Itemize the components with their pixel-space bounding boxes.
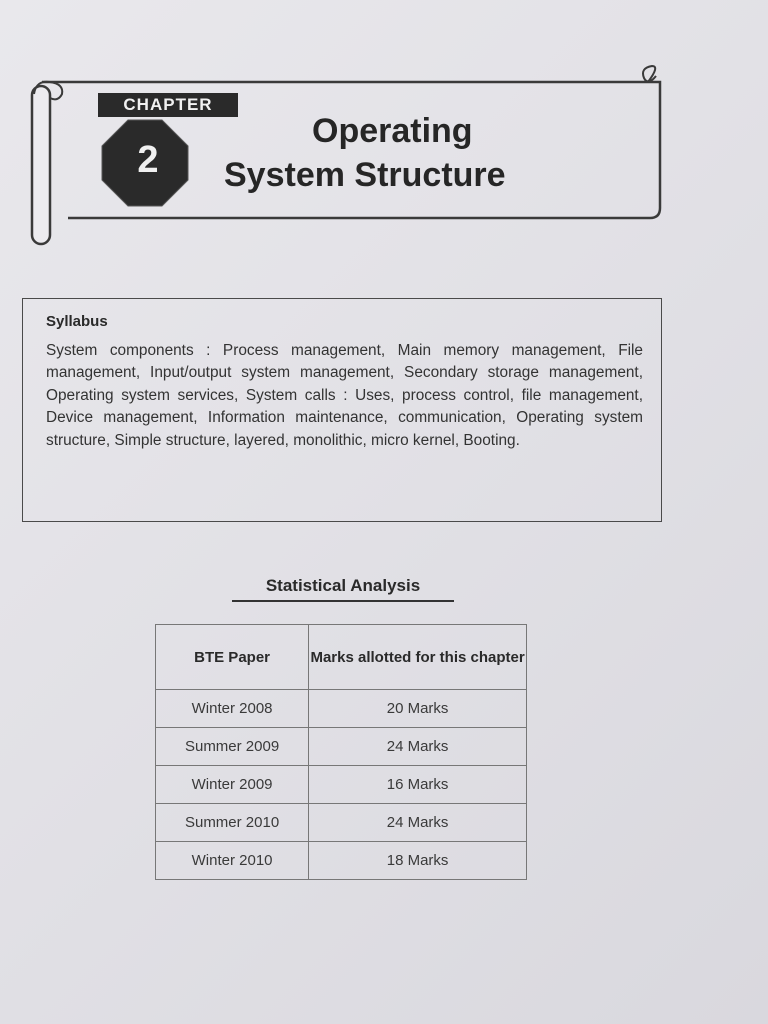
paper-cell: Winter 2009: [156, 766, 309, 804]
paper-cell: Summer 2010: [156, 804, 309, 842]
chapter-title-line-2: System Structure: [224, 156, 506, 194]
syllabus-text: System components : Process management, Main memory management, File management, Input/output system management, Secondary storage management, Operating system services, System calls : Uses, process control, file management, Device management, Information maintenance, communication, Operating system structure, Simple structure, layered, monolithic, micro kernel, Booting.: [46, 342, 643, 449]
table-row: [156, 842, 527, 880]
table-row: [156, 690, 527, 728]
table-row: [156, 804, 527, 842]
chapter-number-badge: [106, 118, 190, 202]
marks-cell: 20 Marks: [309, 690, 527, 728]
column-header-marks: Marks allotted for this chapter: [309, 625, 527, 690]
paper-cell: Winter 2008: [156, 690, 309, 728]
chapter-label: CHAPTER: [98, 93, 238, 117]
paper-cell: Summer 2009: [156, 728, 309, 766]
chapter-title-line-1: Operating: [312, 112, 473, 150]
chapter-number: 2: [137, 139, 159, 181]
syllabus-heading: Syllabus: [46, 313, 108, 330]
marks-table: [155, 624, 527, 880]
chapter-banner: [28, 60, 668, 250]
marks-cell: 24 Marks: [309, 804, 527, 842]
syllabus-box: [22, 298, 662, 522]
paper-cell: Winter 2010: [156, 842, 309, 880]
marks-cell: 24 Marks: [309, 728, 527, 766]
table-row: [156, 766, 527, 804]
table-header-row: [156, 625, 527, 690]
marks-cell: 18 Marks: [309, 842, 527, 880]
column-header-paper: BTE Paper: [156, 625, 309, 690]
marks-cell: 16 Marks: [309, 766, 527, 804]
table-row: [156, 728, 527, 766]
statistical-analysis-title: Statistical Analysis: [232, 576, 454, 602]
